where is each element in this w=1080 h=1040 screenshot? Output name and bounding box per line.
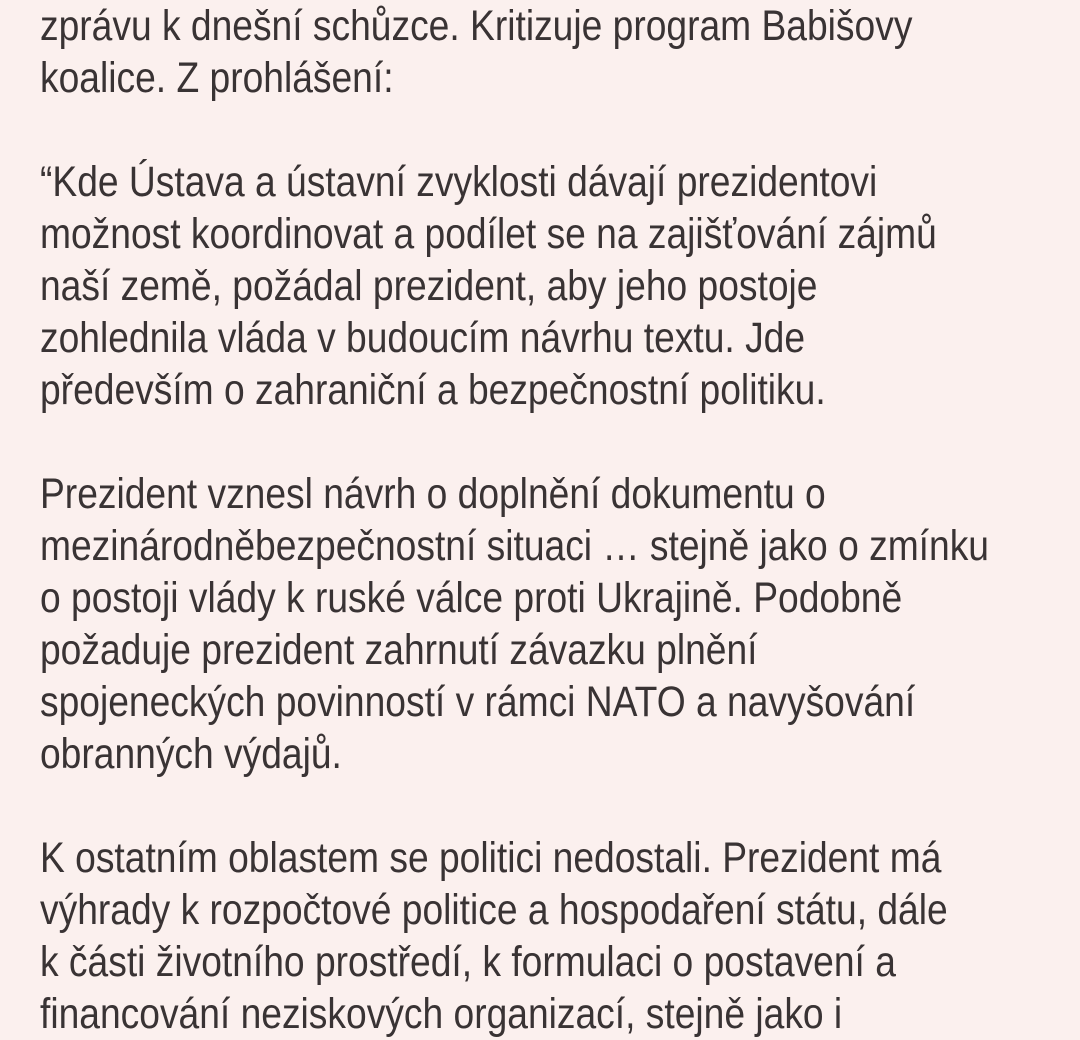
text-line: koalice. Z prohlášení: — [40, 54, 394, 102]
text-line: k části životního prostředí, k formulaci o postavení a — [40, 938, 896, 986]
text-line: především o zahraniční a bezpečnostní politiku. — [40, 366, 826, 414]
paragraph — [40, 156, 989, 416]
text-line: možnost koordinovat a podílet se na zajišťování zájmů — [40, 210, 937, 258]
text-line: o postoji vlády k ruské válce proti Ukrajině. Podobně — [40, 574, 903, 622]
text-line: spojeneckých povinností v rámci NATO a navyšování — [40, 678, 916, 726]
text-line: K ostatním oblastem se politici nedostali. Prezident má — [40, 834, 942, 882]
text-line: zprávu k dnešní schůzce. Kritizuje program Babišovy — [40, 2, 913, 50]
text-line: financování neziskových organizací, stejně jako i — [40, 990, 843, 1038]
paragraph — [40, 468, 989, 780]
article-body — [40, 0, 989, 1040]
text-line: požaduje prezident zahrnutí závazku plnění — [40, 626, 758, 674]
text-line: výhrady k rozpočtové politice a hospodaření státu, dále — [40, 886, 948, 934]
text-line: obranných výdajů. — [40, 730, 342, 778]
paragraph — [40, 832, 989, 1040]
paragraph — [40, 0, 989, 104]
text-line: mezinárodněbezpečnostní situaci … stejně jako o zmínku — [40, 522, 989, 570]
text-line: “Kde Ústava a ústavní zvyklosti dávají prezidentovi — [40, 158, 878, 206]
text-line: Prezident vznesl návrh o doplnění dokumentu o — [40, 470, 826, 518]
text-line: naší země, požádal prezident, aby jeho postoje — [40, 262, 818, 310]
text-line: zohlednila vláda v budoucím návrhu textu. Jde — [40, 314, 806, 362]
